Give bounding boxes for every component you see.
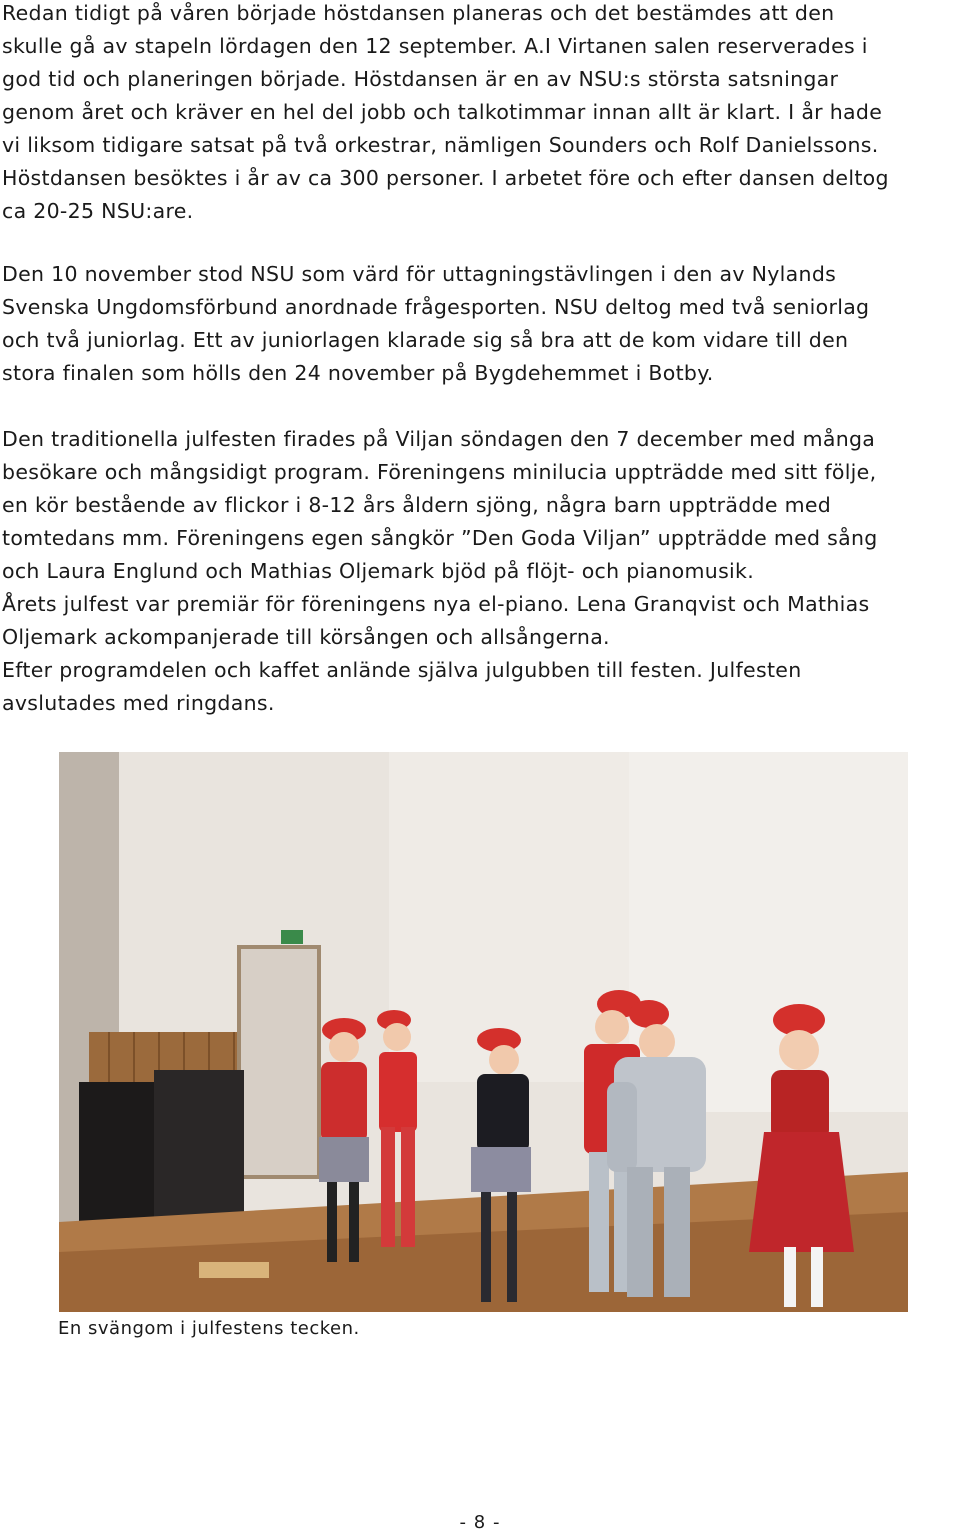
- page-number: - 8 -: [459, 1512, 501, 1533]
- text-line: Den 10 november stod NSU som värd för uttagningstävlingen i den av Nylands: [2, 262, 837, 286]
- paragraph-fragesporten: [2, 258, 960, 390]
- text-line: ca 20-25 NSU:are.: [2, 199, 194, 223]
- julfest-dance-photo: [59, 752, 908, 1312]
- text-line: och två juniorlag. Ett av juniorlagen klarade sig så bra att de kom vidare till den: [2, 328, 849, 352]
- text-line: god tid och planeringen började. Höstdansen är en av NSU:s största satsningar: [2, 67, 839, 91]
- text-line: Den traditionella julfesten firades på Viljan söndagen den 7 december med många: [2, 427, 876, 451]
- paragraph-hostdansen: [2, 0, 960, 228]
- text-line: Höstdansen besöktes i år av ca 300 personer. I arbetet före och efter dansen deltog: [2, 166, 889, 190]
- paragraph-julfesten: [2, 423, 960, 720]
- text-line: en kör bestående av flickor i 8-12 års åldern sjöng, några barn uppträdde med: [2, 493, 832, 517]
- text-line: stora finalen som hölls den 24 november på Bygdehemmet i Botby.: [2, 361, 714, 385]
- text-line: och Laura Englund och Mathias Oljemark bjöd på flöjt- och pianomusik.: [2, 559, 755, 583]
- text-line: skulle gå av stapeln lördagen den 12 september. A.I Virtanen salen reserverades i: [2, 34, 868, 58]
- text-line: Efter programdelen och kaffet anlände själva julgubben till festen. Julfesten: [2, 658, 802, 682]
- text-line: besökare och mångsidigt program. Föreningens minilucia uppträdde med sitt följe,: [2, 460, 877, 484]
- text-line: Redan tidigt på våren började höstdansen planeras och det bestämdes att den: [2, 1, 835, 25]
- text-line: avslutades med ringdans.: [2, 691, 275, 715]
- text-line: Årets julfest var premiär för föreningens nya el-piano. Lena Granqvist och Mathias: [2, 592, 870, 616]
- text-line: genom året och kräver en hel del jobb och talkotimmar innan allt är klart. I år hade: [2, 100, 883, 124]
- text-line: Svenska Ungdomsförbund anordnade frågesporten. NSU deltog med två seniorlag: [2, 295, 870, 319]
- text-line: tomtedans mm. Föreningens egen sångkör ”Den Goda Viljan” uppträdde med sång: [2, 526, 878, 550]
- text-line: vi liksom tidigare satsat på två orkestrar, nämligen Sounders och Rolf Danielssons.: [2, 133, 879, 157]
- text-line: Oljemark ackompanjerade till körsången och allsångerna.: [2, 625, 610, 649]
- photo-caption: En svängom i julfestens tecken.: [58, 1318, 360, 1339]
